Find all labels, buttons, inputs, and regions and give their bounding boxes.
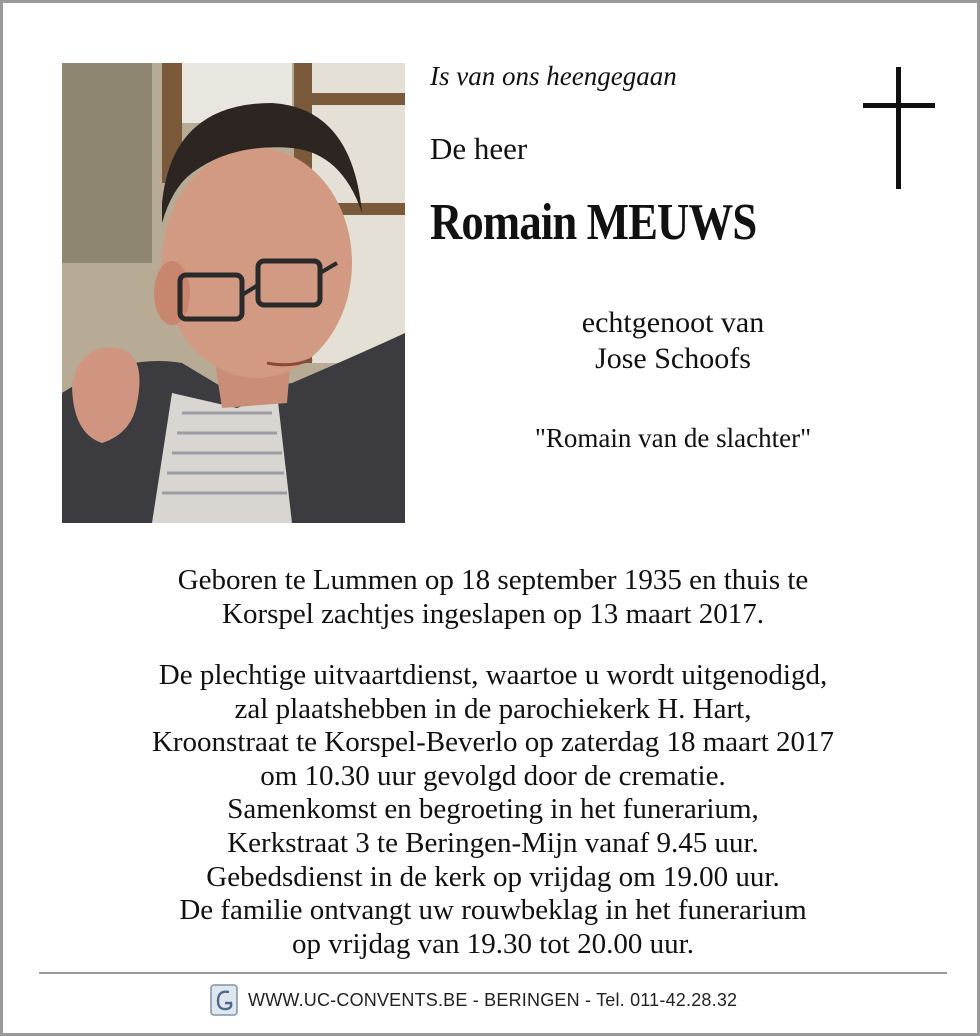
- paragraph-line: Kerkstraat 3 te Beringen-Mijn vanaf 9.45 uur.: [227, 826, 759, 859]
- paragraph-line: Korspel zachtjes ingeslapen op 13 maart 2017.: [222, 597, 764, 630]
- paragraph-line: De plechtige uitvaartdienst, waartoe u wordt uitgenodigd,: [158, 659, 828, 691]
- cross-icon: [863, 67, 935, 189]
- paragraph-line: Gebedsdienst in de kerk op vrijdag om 19.00 uur.: [206, 860, 780, 893]
- funeral-home-contact: WWW.UC-CONVENTS.BE - BERINGEN - Tel. 011-42.28.32: [248, 989, 738, 1010]
- spouse-relation: echtgenoot van: [581, 306, 765, 339]
- paragraph-line: De familie ontvangt uw rouwbeklag in het funerarium: [179, 894, 807, 927]
- spouse-block: [463, 305, 883, 377]
- nickname: "Romain van de slachter": [534, 423, 812, 453]
- footer: [210, 983, 737, 1017]
- uc-convents-logo-icon: [210, 984, 238, 1016]
- paragraph-line: Geboren te Lummen op 18 september 1935 en thuis te: [177, 564, 809, 596]
- footer-divider: [39, 972, 947, 974]
- paragraph-line: Samenkomst en begroeting in het funerarium,: [227, 793, 759, 826]
- intro-text: Is van ons heengegaan: [430, 61, 677, 91]
- paragraph-line: om 10.30 uur gevolgd door de crematie.: [260, 759, 726, 792]
- portrait-photo: [62, 63, 405, 523]
- birth-death-paragraph: [43, 564, 943, 631]
- spouse-name: Jose Schoofs: [595, 342, 751, 375]
- paragraph-line: Kroonstraat te Korspel-Beverlo op zaterdag 18 maart 2017: [151, 726, 835, 759]
- paragraph-line: op vrijdag van 19.30 tot 20.00 uur.: [292, 927, 694, 960]
- honorific-title: De heer: [430, 131, 528, 166]
- deceased-name: Romain MEUWS: [430, 194, 757, 251]
- paragraph-line: zal plaatshebben in de parochiekerk H. Hart,: [234, 692, 752, 725]
- funeral-service-paragraph: [43, 659, 943, 961]
